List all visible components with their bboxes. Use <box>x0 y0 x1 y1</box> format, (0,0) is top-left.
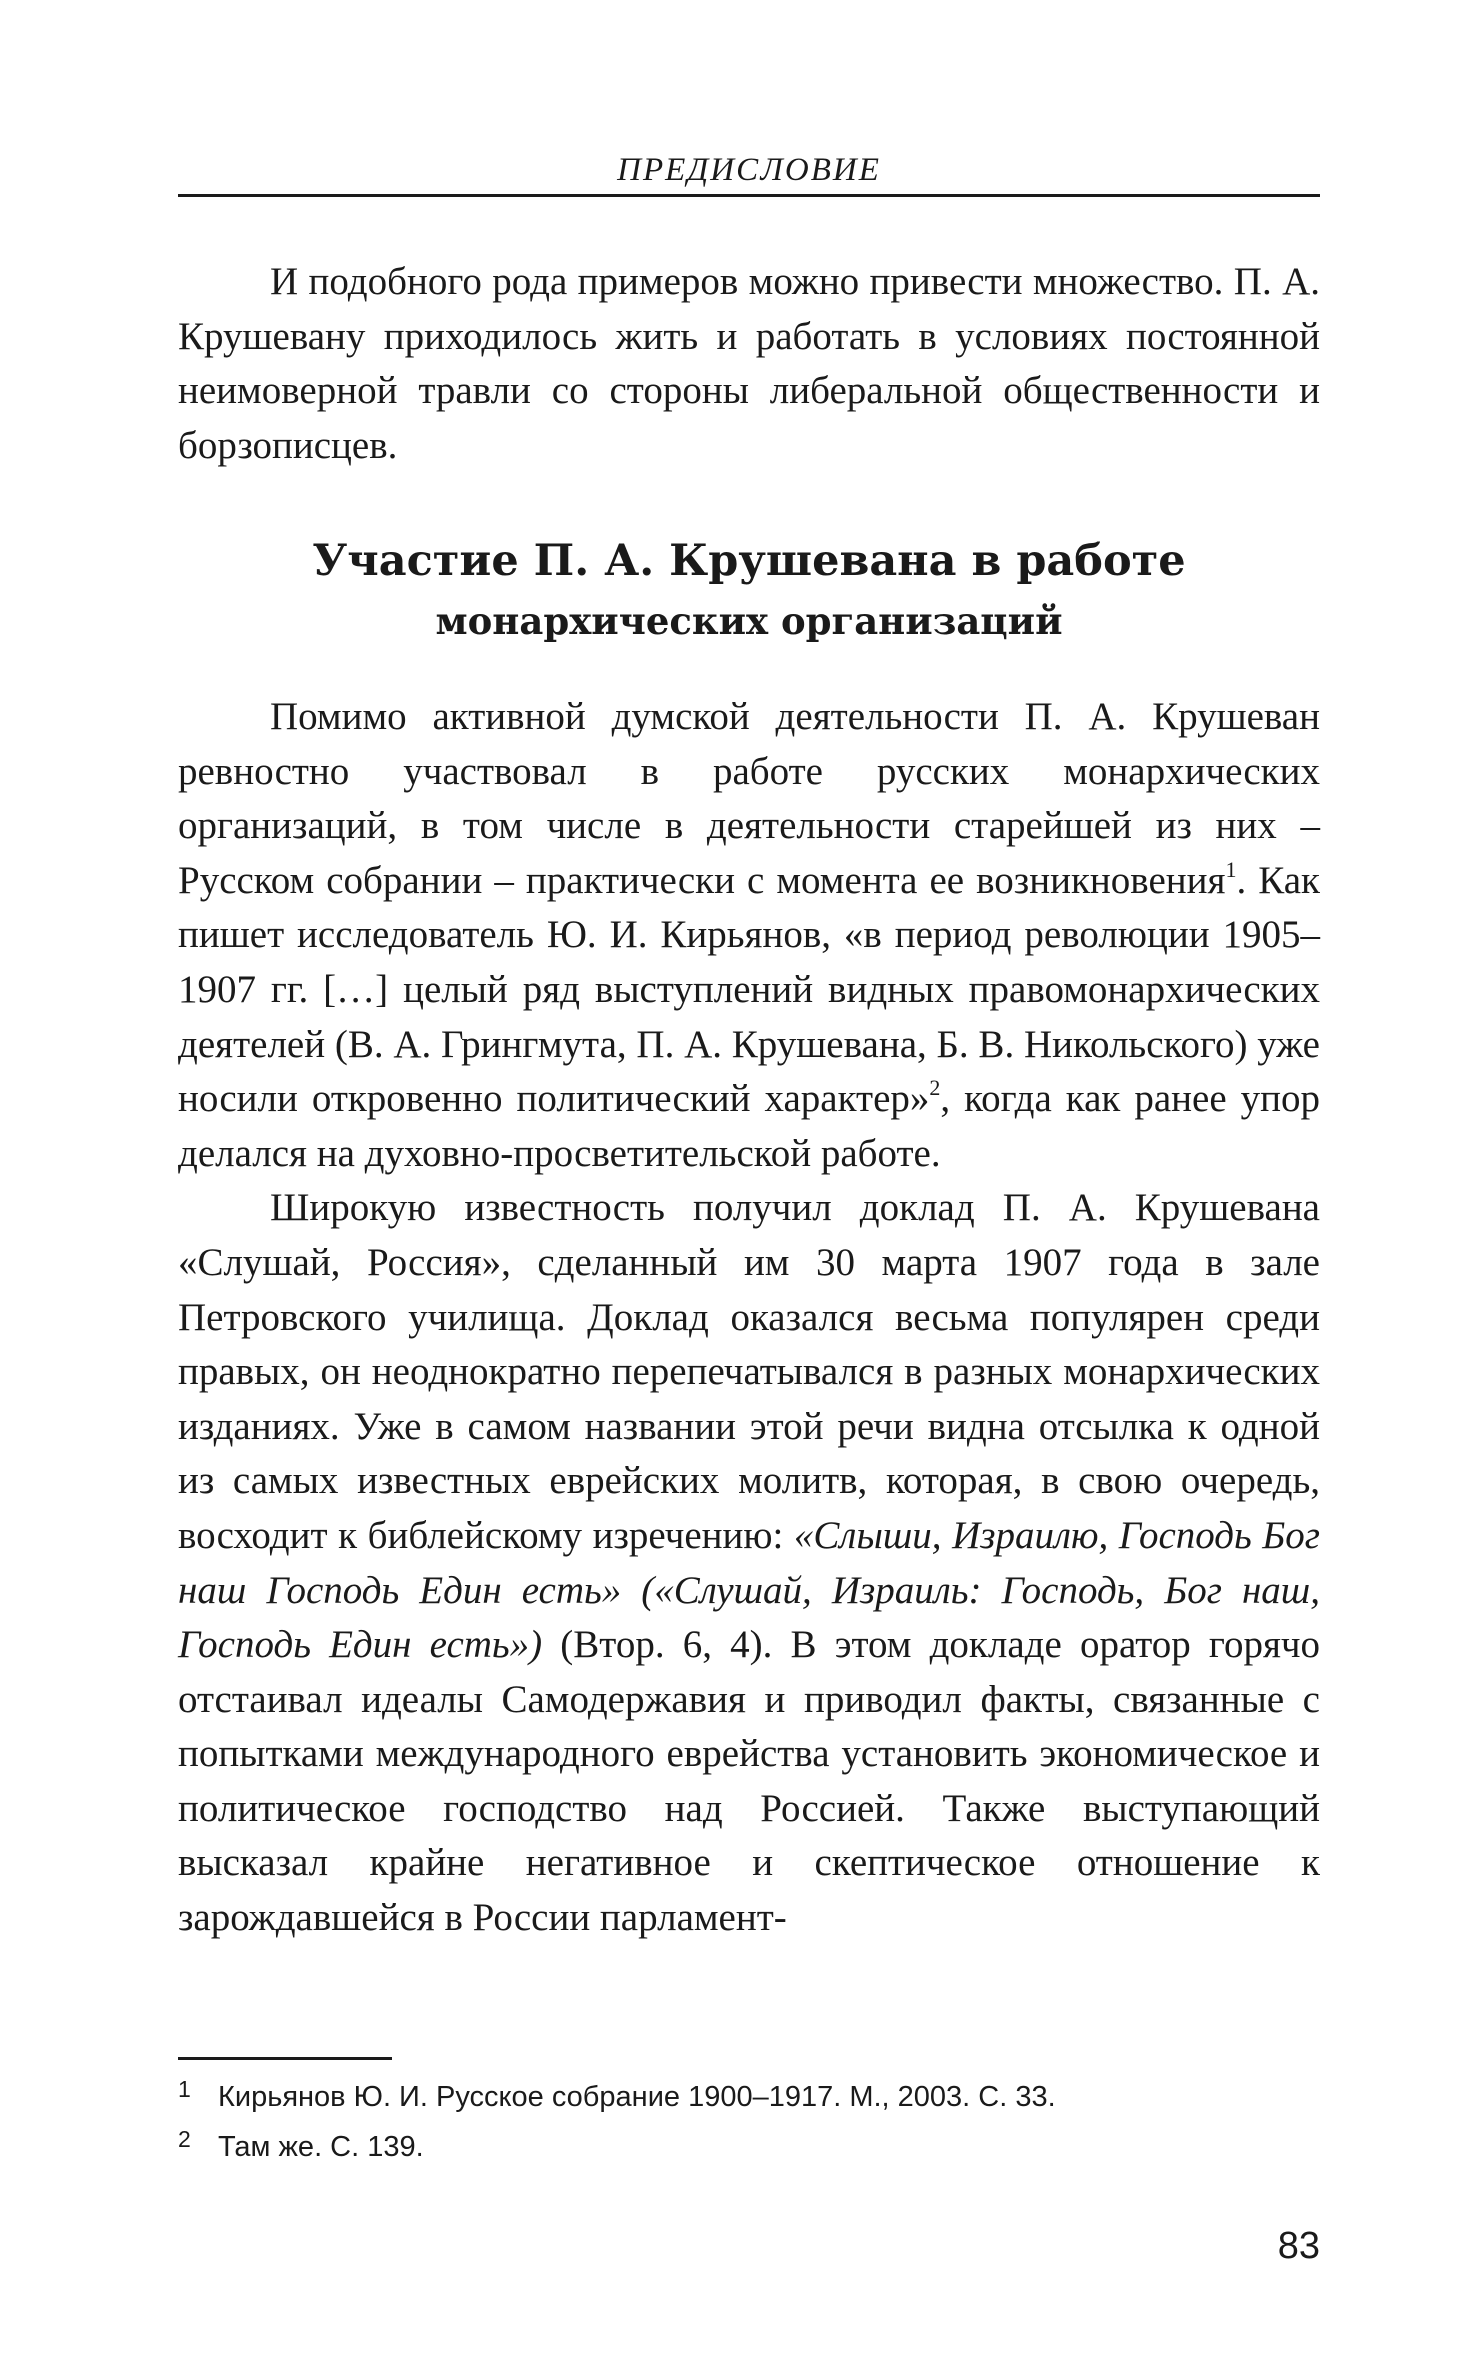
footnote-ref-2[interactable]: 2 <box>929 1075 941 1101</box>
paragraph-1-text-c: , когда как ранее упор делался на духовно-просветительской работе. <box>178 1077 1320 1175</box>
paragraph-2-text-b: (Втор. 6, 4). В этом докладе оратор горячо отстаивал идеалы Самодержавия и приводил факты, связанные с попытками международного еврейства установить экономическое и политическое господство над Россией. Также выступающий высказал крайне негативное и скептическое отношение к зарождавшейся в России парламент- <box>178 1623 1321 1940</box>
paragraph-2 <box>178 1181 1320 1945</box>
page-number: 83 <box>1277 2225 1320 2267</box>
footnote-text: Кирьянов Ю. И. Русское собрание 1900–1917. М., 2003. С. 33. <box>218 2081 1056 2113</box>
footnote-2 <box>178 2122 1320 2172</box>
intro-block <box>178 255 1320 473</box>
paragraph-1 <box>178 690 1320 1181</box>
footnote-1 <box>178 2072 1320 2122</box>
paragraph-1-text-b: . Как пишет исследователь Ю. И. Кирьянов, «в период революции 1905–1907 гг. […] целый ряд выступлений видных правомонархических деятелей (В. А. Грингмута, П. А. Крушевана, Б. В. Никольского) уже носили откровенно политический характер» <box>178 858 1320 1121</box>
section-heading-line-1: Участие П. А. Крушевана в работе <box>312 536 1186 586</box>
footnote-ref-1[interactable]: 1 <box>1225 856 1237 882</box>
paragraph-2-text-a: Широкую известность получил доклад П. А. Крушевана «Слушай, Россия», сделанный им 30 марта 1907 года в зале Петровского училища. Доклад оказался весьма популярен среди правых, он неоднократно перепечатывался в разных монархических изданиях. Уже в самом названии этой речи видна отсылка к одной из самых известных еврейских молитв, которая, в свою очередь, восходит к библейскому изречению: <box>178 1186 1320 1557</box>
footnote-number: 2 <box>178 2126 191 2152</box>
footnote-rule <box>178 2057 392 2060</box>
intro-paragraph: И подобного рода примеров можно привести множество. П. А. Крушевану приходилось жить и работать в условиях постоянной неимоверной травли со стороны либеральной общественности и борзописцев. <box>178 260 1320 467</box>
paragraph-1-text-a: Помимо активной думской деятельности П. А. Крушеван ревностно участвовал в работе русских монархических организаций, в том числе в деятельности старейшей из них – Русском собрании – практически с момента ее возникновения <box>178 695 1320 902</box>
footnotes <box>178 2072 1320 2172</box>
body-text <box>178 690 1320 1946</box>
biblical-quote: «Слыши, Израилю, Господь Бог наш Господь Един есть» («Слушай, Израиль: Господь, Бог наш, Господь Един есть») <box>178 1513 1320 1667</box>
header-rule <box>178 194 1320 197</box>
running-head: ПРЕДИСЛОВИЕ <box>617 152 881 188</box>
footnote-number: 1 <box>178 2076 191 2102</box>
section-heading <box>178 530 1320 650</box>
footnote-text: Там же. С. 139. <box>218 2131 424 2163</box>
section-heading-line-2: монархических организаций <box>435 599 1063 643</box>
